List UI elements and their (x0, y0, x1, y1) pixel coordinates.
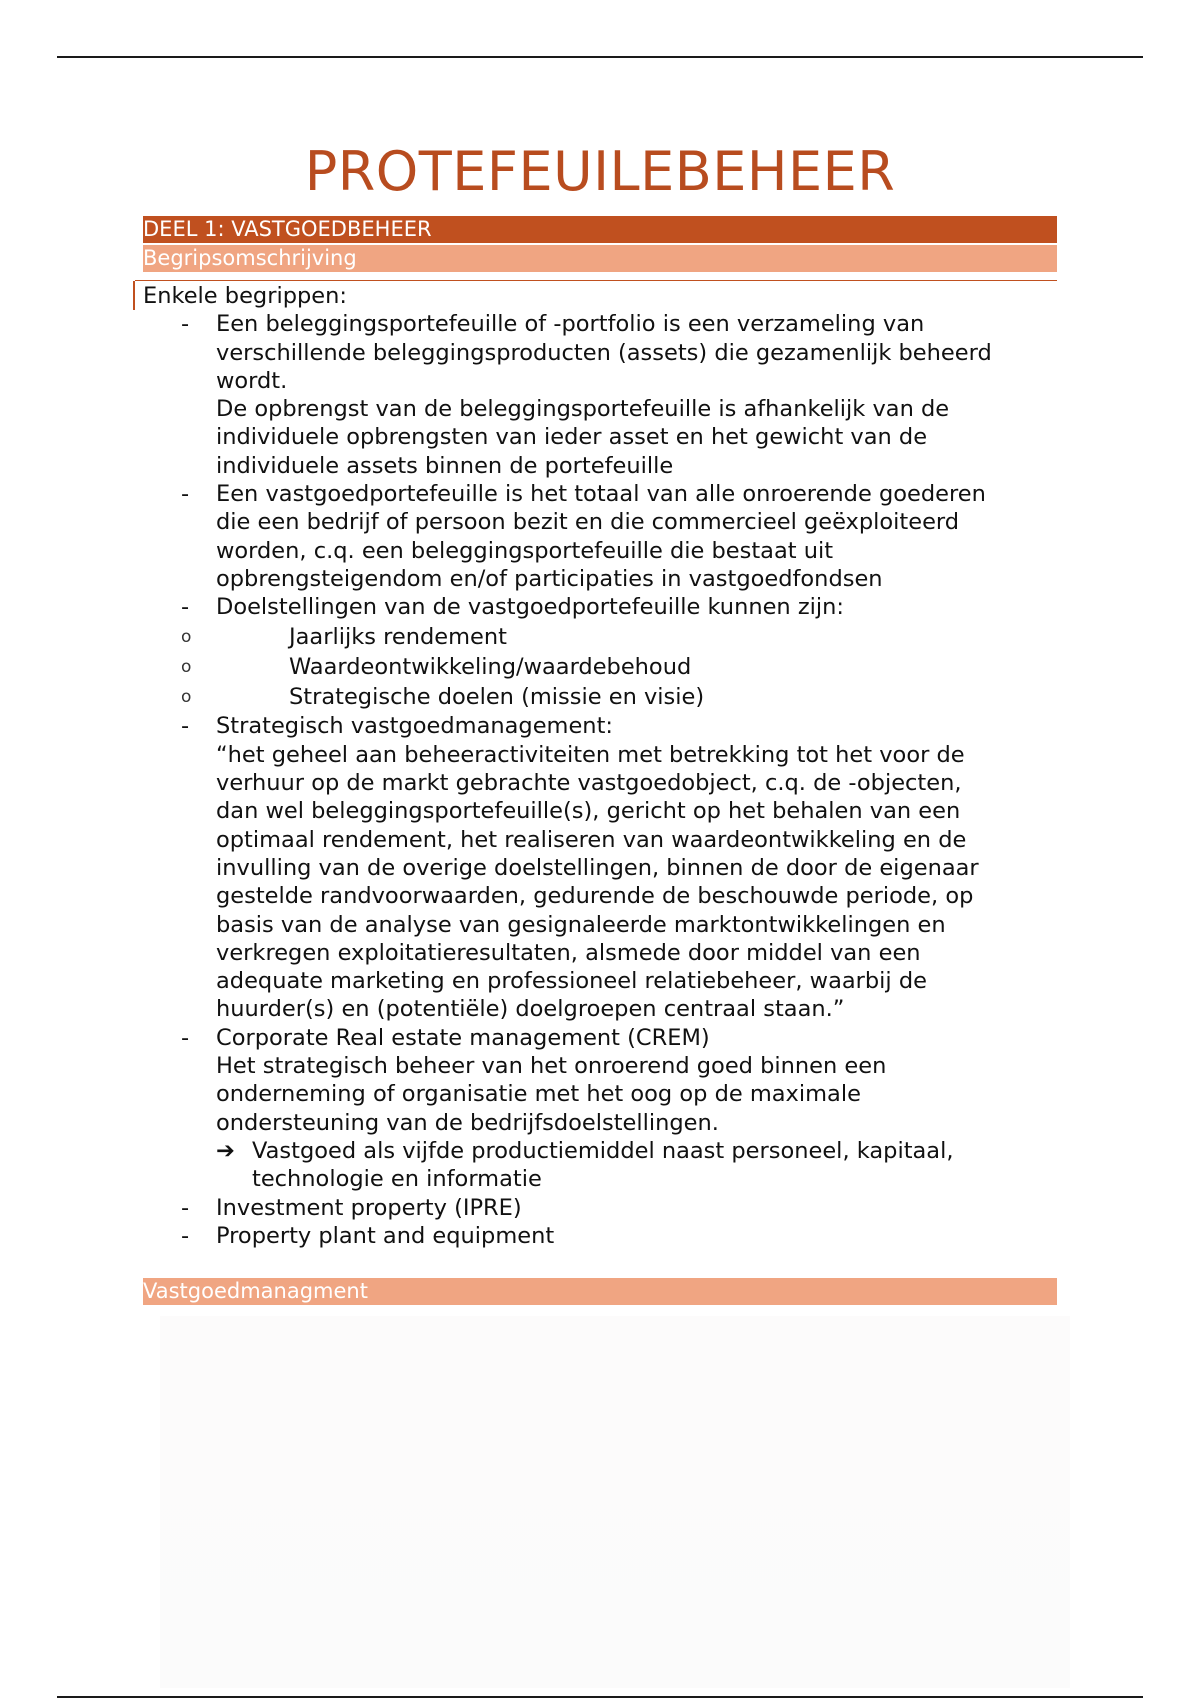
list-item-line: Een beleggingsportefeuille of -portfolio is een verzameling van (216, 311, 925, 338)
list-item-line: Doelstellingen van de vastgoedportefeuille kunnen zijn: (216, 594, 845, 621)
page-top-rule (57, 56, 1143, 58)
list-item-line: gestelde randvoorwaarden, gedurende de beschouwde periode, op (216, 883, 974, 910)
list-item (143, 1024, 1063, 1194)
list-item-line: opbrengsteigendom en/of participaties in vastgoedfondsen (216, 565, 883, 592)
arrow-note-line: technologie en informatie (252, 1166, 542, 1193)
dash-bullet: - (181, 311, 190, 338)
section-heading-vastgoedmanagment: Vastgoedmanagment (143, 1278, 1057, 1305)
sublist-item-text: Jaarlijks rendement (289, 623, 507, 650)
list-item-line: dan wel beleggingsportefeuille(s), gericht op het behalen van een (216, 798, 961, 825)
sublist-item-text: Strategische doelen (missie en visie) (289, 684, 705, 711)
list-item-line: optimaal rendement, het realiseren van waardeontwikkeling en de (216, 826, 967, 853)
list-item-line: Corporate Real estate management (CREM) (216, 1024, 710, 1051)
definitions-list (143, 310, 1063, 1250)
list-item (143, 593, 1063, 712)
faded-content-area (160, 1316, 1070, 1688)
sublist-item (143, 682, 1063, 712)
dash-bullet: - (181, 1024, 190, 1051)
dash-bullet: - (181, 481, 190, 508)
list-item-line: Een vastgoedportefeuille is het totaal van alle onroerende goederen (216, 481, 986, 508)
list-item-line: ondersteuning van de bedrijfsdoelstellingen. (216, 1109, 719, 1136)
list-item-line: worden, c.q. een beleggingsportefeuille die bestaat uit (216, 537, 834, 564)
list-item-line: verkregen exploitatieresultaten, alsmede door middel van een (216, 939, 921, 966)
list-item-line: adequate marketing en professioneel relatiebeheer, waarbij de (216, 968, 927, 995)
paragraph-left-border (133, 281, 135, 310)
objectives-sublist (143, 622, 1063, 713)
arrow-note-line: Vastgoed als vijfde productiemiddel naast personeel, kapitaal, (252, 1137, 954, 1164)
list-item (143, 1222, 1063, 1250)
intro-text: Enkele begrippen: (143, 283, 347, 309)
dash-bullet: - (181, 1194, 190, 1221)
dash-bullet: - (181, 594, 190, 621)
list-item-line: individuele assets binnen de portefeuille (216, 452, 674, 479)
list-item-line: individuele opbrengsten van ieder asset en het gewicht van de (216, 424, 928, 451)
circle-bullet: o (181, 656, 192, 677)
circle-bullet: o (181, 687, 192, 708)
list-item-line: onderneming of organisatie met het oog op de maximale (216, 1081, 861, 1108)
list-item-line: basis van de analyse van gesignaleerde marktontwikkelingen en (216, 911, 946, 938)
list-item-line: die een bedrijf of persoon bezit en die commercieel geëxploiteerd (216, 509, 960, 536)
list-item-line: verschillende beleggingsproducten (assets) die gezamenlijk beheerd (216, 339, 992, 366)
page-bottom-rule (57, 1696, 1143, 1698)
part-heading: DEEL 1: VASTGOEDBEHEER (143, 216, 1057, 243)
list-item-line: invulling van de overige doelstellingen, binnen de door de eigenaar (216, 854, 979, 881)
section-heading-begripsomschrijving: Begripsomschrijving (143, 245, 1057, 272)
section-underline (135, 280, 1057, 281)
list-item (143, 1194, 1063, 1222)
arrow-note (216, 1137, 1063, 1194)
list-item-line: Investment property (IPRE) (216, 1194, 522, 1221)
list-item-line: huurder(s) en (potentiële) doelgroepen centraal staan.” (216, 996, 845, 1023)
list-item-line: wordt. (216, 367, 288, 394)
list-item-line: De opbrengst van de beleggingsportefeuille is afhankelijk van de (216, 396, 950, 423)
right-arrow-icon: ➔ (216, 1137, 235, 1164)
list-item (143, 712, 1063, 1023)
sublist-item (143, 652, 1063, 682)
sublist-item-text: Waardeontwikkeling/waardebehoud (289, 653, 692, 680)
dash-bullet: - (181, 1222, 190, 1249)
list-item-line: verhuur op de markt gebrachte vastgoedobject, c.q. de -objecten, (216, 770, 962, 797)
list-item (143, 310, 1063, 480)
document-body (143, 282, 1063, 1250)
sublist-item (143, 622, 1063, 652)
list-item (143, 480, 1063, 593)
circle-bullet: o (181, 626, 192, 647)
list-item-line: Strategisch vastgoedmanagement: (216, 713, 613, 740)
document-title: PROTEFEUILEBEHEER (304, 140, 896, 203)
list-item-line: Het strategisch beheer van het onroerend goed binnen een (216, 1053, 887, 1080)
dash-bullet: - (181, 713, 190, 740)
list-item-line: Property plant and equipment (216, 1222, 555, 1249)
list-item-line: “het geheel aan beheeractiviteiten met betrekking tot het voor de (216, 741, 965, 768)
